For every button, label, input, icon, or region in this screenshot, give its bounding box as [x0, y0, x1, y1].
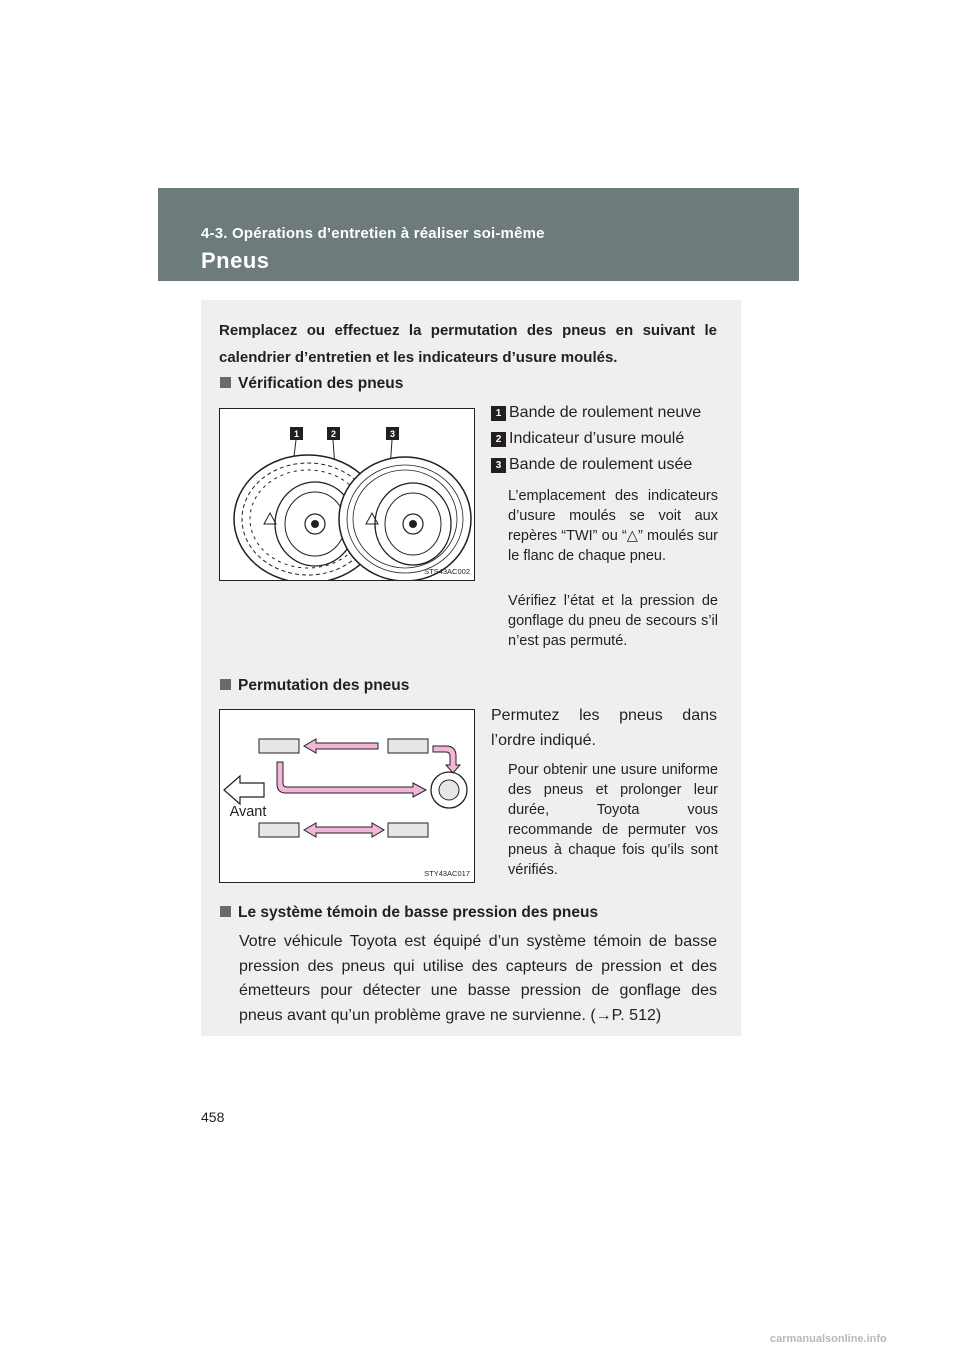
tires-illustration: [220, 409, 474, 580]
tire-slot-rear-left: [388, 739, 428, 753]
figure-code: STS43AC002: [424, 567, 470, 576]
tpms-heading: Le système témoin de basse pression des pneus: [220, 904, 598, 922]
rotation-note: Pour obtenir une usure uniforme des pneus et prolonger leur durée, Toyota vous recommande de permuter vos pneus à chaque fois qu’ils sont vérifiés.: [508, 762, 718, 878]
rotation-arrow-bottom: [304, 823, 384, 837]
rotation-arrow-corner: [433, 746, 460, 773]
tire-inspection-figure: [219, 408, 475, 581]
svg-text:2: 2: [330, 429, 337, 439]
figure-code: STY43AC017: [424, 869, 470, 878]
callout-badge-2: 2: [491, 432, 506, 447]
svg-text:1: 1: [293, 429, 300, 439]
tire-slot-front-left: [259, 739, 299, 753]
inspection-heading: Vérification des pneus: [220, 375, 403, 393]
square-bullet-icon: [220, 377, 231, 388]
square-bullet-icon: [220, 906, 231, 917]
callout-badge-1: 1: [491, 406, 506, 421]
intro-text: Remplacez ou effectuez la permutation des pneus en suivant le calendrier d’entretien et les indicateurs d’usure moulés.: [219, 322, 717, 366]
callout-legend-2: 2 Indicateur d’usure moulé: [491, 430, 684, 448]
tire-rotation-figure: [219, 709, 475, 883]
tire-slot-front-right: [259, 823, 299, 837]
spare-tire-note: Vérifiez l’état et la pression de gonflage du pneu de secours s’il n’est pas permuté.: [508, 593, 718, 649]
page-number: 458: [201, 1109, 225, 1125]
page-title: Pneus: [201, 248, 270, 273]
square-bullet-icon: [220, 679, 231, 690]
rotation-arrow-cross: [277, 762, 426, 797]
wear-indicator-note: L’emplacement des indicateurs d’usure moulés se voit aux repères “TWI” ou “△” moulés sur le flanc de chaque pneu.: [508, 488, 718, 564]
tire-slot-rear-right: [388, 823, 428, 837]
watermark: carmanualsonline.info: [770, 1333, 887, 1345]
callout-legend-3: 3 Bande de roulement usée: [491, 456, 692, 474]
callout-legend-1: 1 Bande de roulement neuve: [491, 404, 701, 422]
tpms-text: Votre véhicule Toyota est équipé d’un système témoin de basse pression des pneus qui utilise des capteurs de pression et des émetteurs pour détecter une basse pression de gonflage des pneus avant qu’un problème grave ne survienne. (→P. 512): [239, 933, 717, 1024]
rotation-diagram: [220, 710, 474, 882]
rotation-instruction: Permutez les pneus dans l’ordre indiqué.: [491, 707, 717, 749]
callout-badge-3: 3: [491, 458, 506, 473]
section-title: 4-3. Opérations d’entretien à réaliser soi-même: [201, 225, 545, 242]
front-direction-arrow-icon: [224, 776, 264, 804]
svg-text:3: 3: [389, 429, 396, 439]
rotation-arrow-top: [304, 739, 378, 753]
rotation-heading: Permutation des pneus: [220, 677, 409, 695]
front-label: Avant: [229, 804, 267, 820]
